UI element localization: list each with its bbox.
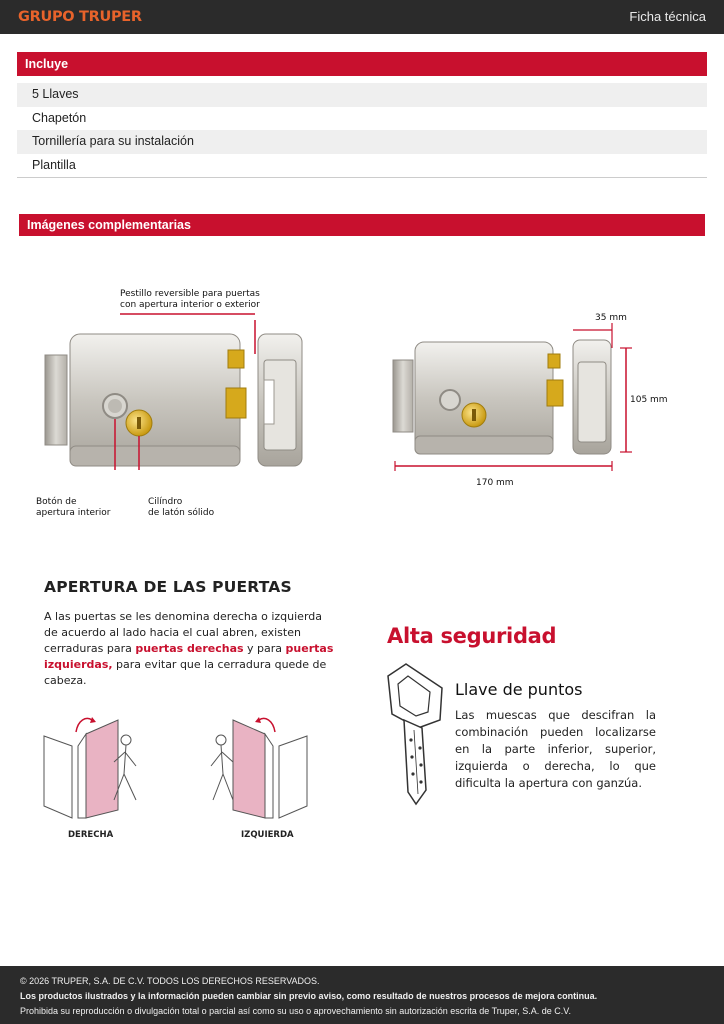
list-item: Tornillería para su instalación xyxy=(17,130,707,154)
footer-copyright: © 2026 TRUPER, S.A. DE C.V. TODOS LOS DERECHOS RESERVADOS. xyxy=(20,976,320,986)
footer xyxy=(0,966,724,1024)
cylinder-annotation: Cilíndro de latón sólido xyxy=(148,497,215,518)
list-item: Chapetón xyxy=(32,110,87,125)
security-title: Alta seguridad xyxy=(387,624,557,648)
key-description: Las muescas que descifran la combinación pueden localizarse en la parte inferior, superior, izquierda o derecha, lo que dificulta la apertura con ganzúa. xyxy=(455,708,656,790)
list-item: Plantilla xyxy=(32,157,76,172)
doors-title: APERTURA DE LAS PUERTAS xyxy=(44,578,292,596)
door-left-label: IZQUIERDA xyxy=(241,830,294,840)
key-icon xyxy=(382,662,448,807)
door-left-illustration xyxy=(205,714,315,824)
dimension-depth: 35 mm xyxy=(595,313,627,323)
images-header: Imágenes complementarias xyxy=(19,214,705,236)
doors-paragraph: A las puertas se les denomina derecha o izquierda de acuerdo al lado hacia el cual abren, existen cerraduras para puertas derechas y para puertas izquierdas, para evitar que la cerradura quede de cabeza. xyxy=(44,610,334,687)
includes-header: Incluye xyxy=(17,52,707,76)
door-right-illustration xyxy=(40,714,150,824)
brand-logo: GRUPO TRUPER xyxy=(18,9,142,25)
divider xyxy=(17,177,707,178)
top-bar xyxy=(0,0,724,34)
footer-notice: Los productos ilustrados y la información pueden cambiar sin previo aviso, como resultado de nuestros procesos de mejora continua. xyxy=(20,991,598,1001)
door-right-label: DERECHA xyxy=(68,830,114,840)
highlight-right-doors: puertas derechas xyxy=(135,642,244,655)
dimension-height: 105 mm xyxy=(630,395,668,405)
includes-list xyxy=(17,83,707,178)
list-item: 5 Llaves xyxy=(17,83,707,107)
footer-prohibition: Prohibida su reproducción o divulgación total o parcial así como su uso o aprovechamiento sin autorización escrita de Truper, S.A. de C.V. xyxy=(20,1006,571,1016)
highlight-left-doors: puertas izquierdas, xyxy=(44,642,334,671)
button-annotation: Botón de apertura interior xyxy=(36,497,111,518)
key-title: Llave de puntos xyxy=(455,680,583,699)
dimension-width: 170 mm xyxy=(476,478,514,488)
latch-leader-line xyxy=(120,312,260,316)
latch-annotation: Pestillo reversible para puertas con apertura interior o exterior xyxy=(120,289,260,310)
lock-dimensions-image xyxy=(390,318,640,478)
lock-front-image xyxy=(40,320,310,470)
document-type: Ficha técnica xyxy=(629,9,706,24)
